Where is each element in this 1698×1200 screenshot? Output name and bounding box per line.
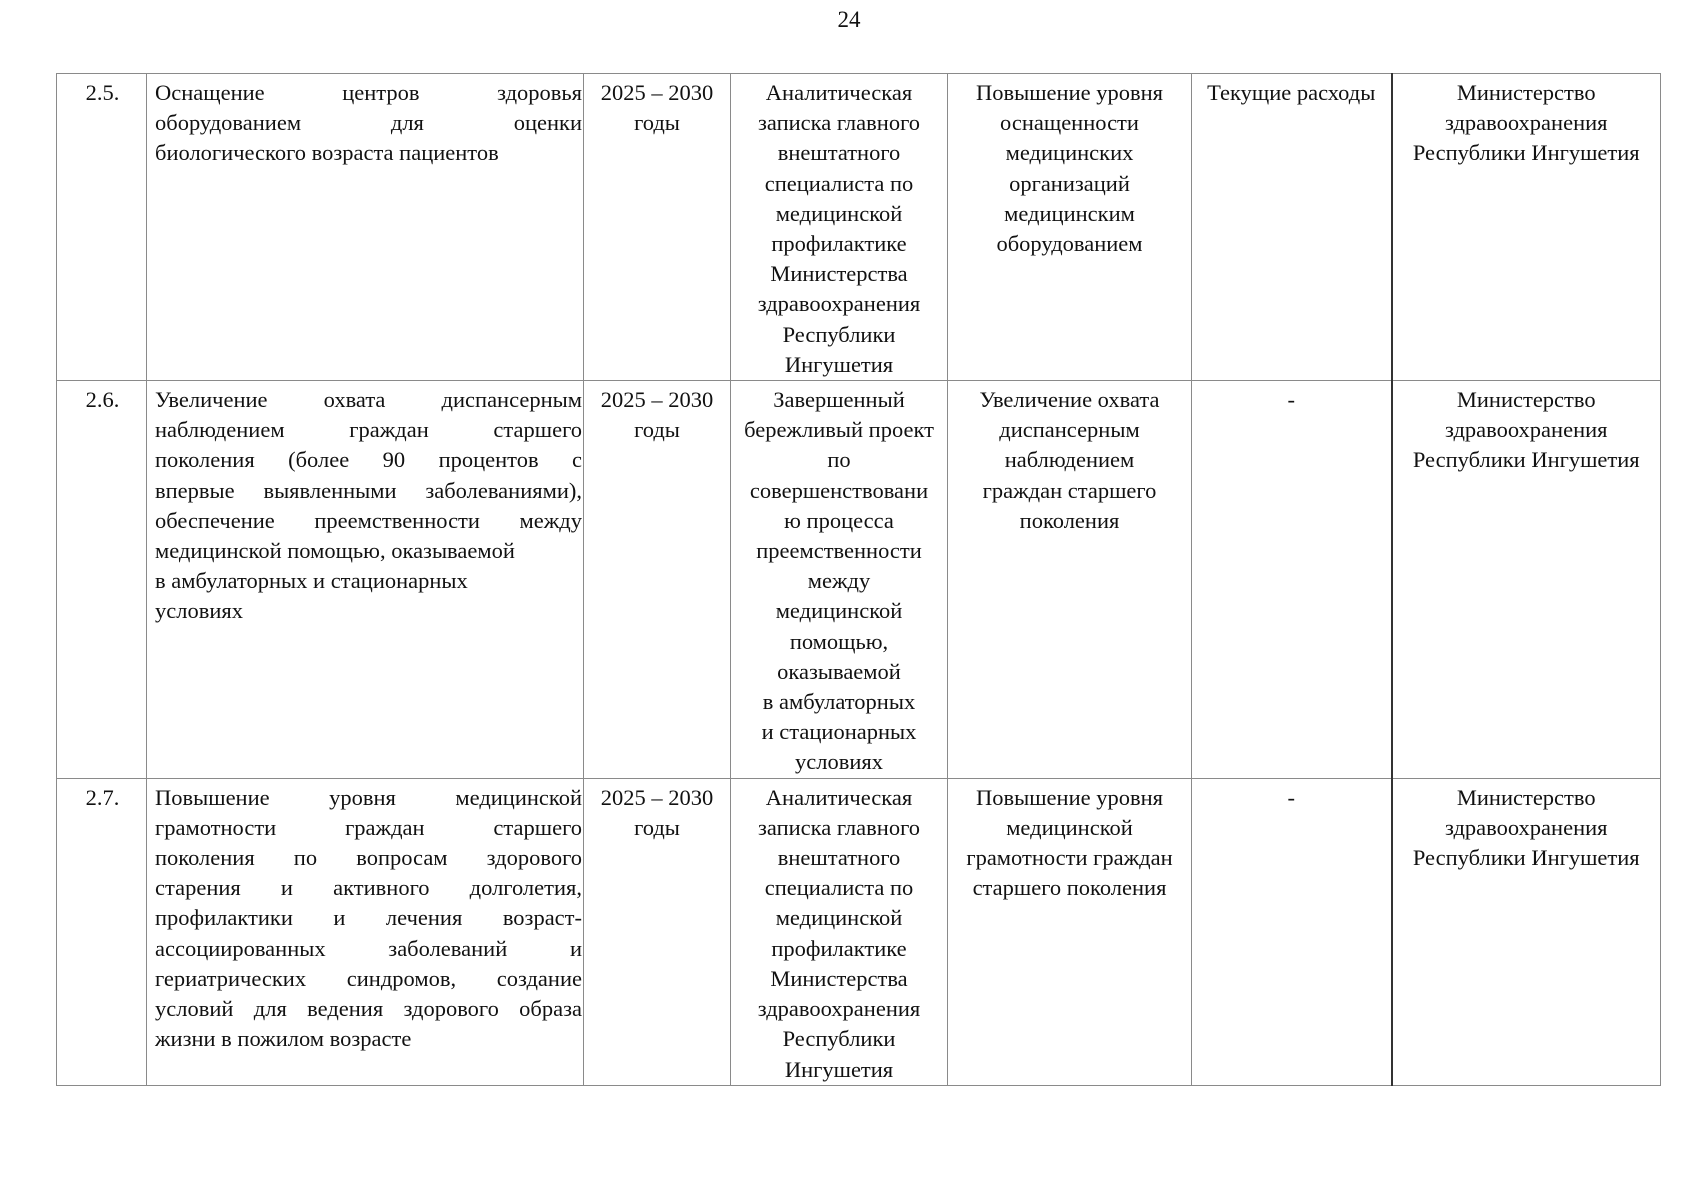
cell-line: между — [807, 568, 871, 594]
target-indicator — [948, 74, 1192, 381]
cell-line: ассоциированных заболеваний и — [155, 935, 582, 961]
cell-line: Повышение уровня — [975, 80, 1163, 105]
responsible-executor — [1392, 381, 1661, 779]
cell-line: в амбулаторных — [762, 689, 916, 715]
cell-line: - — [1287, 387, 1295, 413]
table-row — [57, 74, 1661, 381]
cell-line: Повышение уровня медицинской — [155, 784, 582, 810]
measure-description — [147, 381, 584, 779]
cell-line: медицинской помощью, оказываемой — [155, 538, 515, 564]
cell-line: бережливый проект — [744, 417, 934, 443]
cell-line: медицинской — [775, 905, 903, 931]
row-number: 2.5. — [57, 74, 147, 381]
cell-line: здравоохранения — [1444, 417, 1608, 443]
implementation-period — [584, 778, 731, 1085]
cell-line: профилактике — [771, 935, 907, 961]
cell-line: Республики Ингушетия — [1412, 140, 1640, 166]
cell-line: и стационарных — [761, 719, 917, 745]
cell-line: медицинских — [1005, 140, 1134, 166]
cell-line: 2025 – 2030 — [600, 784, 714, 810]
cell-line: ю процесса — [784, 507, 894, 533]
result-document — [731, 381, 948, 779]
cell-line: 2025 – 2030 — [600, 80, 714, 105]
cell-line: в амбулаторных и стационарных — [155, 568, 468, 594]
funding-source — [1192, 778, 1392, 1085]
cell-line: условиях — [795, 749, 883, 775]
cell-line: организаций — [1009, 170, 1130, 196]
cell-line: поколения (более 90 процентов с — [155, 447, 582, 473]
cell-line: поколения по вопросам здорового — [155, 845, 582, 871]
cell-line: здравоохранения — [757, 291, 921, 317]
cell-line: годы — [634, 417, 680, 443]
cell-line: здравоохранения — [1444, 814, 1608, 840]
cell-line: медицинской — [775, 598, 903, 624]
cell-line: Республики Ингушетия — [1412, 447, 1640, 473]
cell-line: медицинской — [1006, 814, 1133, 840]
cell-line: граждан старшего — [982, 477, 1157, 503]
responsible-executor — [1392, 74, 1661, 381]
cell-line: Оснащение центров здоровья — [155, 80, 582, 105]
cell-line: оборудованием для оценки — [155, 110, 582, 136]
cell-line: годы — [634, 110, 680, 136]
cell-line: грамотности граждан старшего — [155, 814, 582, 840]
cell-line: Министерство — [1456, 80, 1596, 105]
cell-line: внештатного — [777, 845, 901, 871]
implementation-period — [584, 381, 731, 779]
cell-line: оснащенности — [1000, 110, 1139, 136]
cell-line: Текущие расходы — [1207, 80, 1376, 105]
result-document — [731, 74, 948, 381]
cell-line: старшего поколения — [972, 875, 1167, 901]
table-row — [57, 778, 1661, 1085]
cell-line: - — [1287, 784, 1295, 810]
result-document — [731, 778, 948, 1085]
cell-line: Увеличение охвата — [979, 387, 1160, 413]
cell-line: оказываемой — [777, 658, 901, 684]
cell-line: здравоохранения — [1444, 110, 1608, 136]
funding-source — [1192, 381, 1392, 779]
implementation-period — [584, 74, 731, 381]
cell-line: медицинским — [1004, 200, 1135, 226]
cell-line: диспансерным — [999, 417, 1140, 443]
cell-line: Аналитическая — [765, 784, 913, 810]
cell-line: наблюдением — [1004, 447, 1135, 473]
cell-line: Министерства — [770, 261, 908, 287]
cell-line: обеспечение преемственности между — [155, 507, 582, 533]
cell-line: Аналитическая — [765, 80, 913, 105]
cell-line: Республики — [782, 1026, 896, 1052]
cell-line: Республики Ингушетия — [1412, 845, 1640, 871]
cell-line: старения и активного долголетия, — [155, 875, 582, 901]
cell-line: гериатрических синдромов, создание — [155, 965, 582, 991]
cell-line: медицинской — [775, 200, 903, 226]
cell-line: записка главного — [758, 814, 920, 840]
cell-line: наблюдением граждан старшего — [155, 417, 582, 443]
cell-line: Республики — [782, 321, 896, 347]
cell-line: Министерство — [1456, 387, 1596, 413]
target-indicator — [948, 778, 1192, 1085]
cell-line: совершенствовани — [749, 477, 929, 503]
cell-line: здравоохранения — [757, 996, 921, 1022]
cell-line: условиях — [155, 598, 243, 624]
cell-line: годы — [634, 814, 680, 840]
cell-line: жизни в пожилом возрасте — [155, 1026, 412, 1052]
cell-line: грамотности граждан — [966, 845, 1173, 871]
cell-line: Завершенный — [773, 387, 905, 413]
cell-line: специалиста по — [764, 170, 914, 196]
cell-line: специалиста по — [764, 875, 914, 901]
cell-line: Министерства — [770, 965, 908, 991]
cell-line: профилактике — [771, 231, 907, 257]
page-number: 24 — [837, 7, 861, 32]
cell-line: внештатного — [777, 140, 901, 166]
measure-description — [147, 778, 584, 1085]
cell-line: записка главного — [758, 110, 920, 136]
funding-source — [1192, 74, 1392, 381]
table-row — [57, 381, 1661, 779]
cell-line: поколения — [1019, 507, 1120, 533]
cell-line: Увеличение охвата диспансерным — [155, 387, 582, 413]
cell-line: Повышение уровня — [975, 784, 1163, 810]
cell-line: преемственности — [756, 538, 922, 564]
measure-description — [147, 74, 584, 381]
cell-line: профилактики и лечения возраст- — [155, 905, 582, 931]
row-number: 2.7. — [57, 778, 147, 1085]
cell-line: оборудованием — [996, 231, 1143, 257]
cell-line: 2025 – 2030 — [600, 387, 714, 413]
cell-line: Министерство — [1456, 784, 1596, 810]
responsible-executor — [1392, 778, 1661, 1085]
cell-line: помощью, — [789, 628, 889, 654]
row-number: 2.6. — [57, 381, 147, 779]
measures-table — [56, 73, 1661, 1086]
cell-line: условий для ведения здорового образа — [155, 996, 582, 1022]
target-indicator — [948, 381, 1192, 779]
cell-line: Ингушетия — [784, 351, 894, 377]
cell-line: впервые выявленными заболеваниями), — [155, 477, 582, 503]
cell-line: Ингушетия — [784, 1056, 894, 1082]
cell-line: по — [827, 447, 851, 473]
cell-line: биологического возраста пациентов — [155, 140, 499, 166]
